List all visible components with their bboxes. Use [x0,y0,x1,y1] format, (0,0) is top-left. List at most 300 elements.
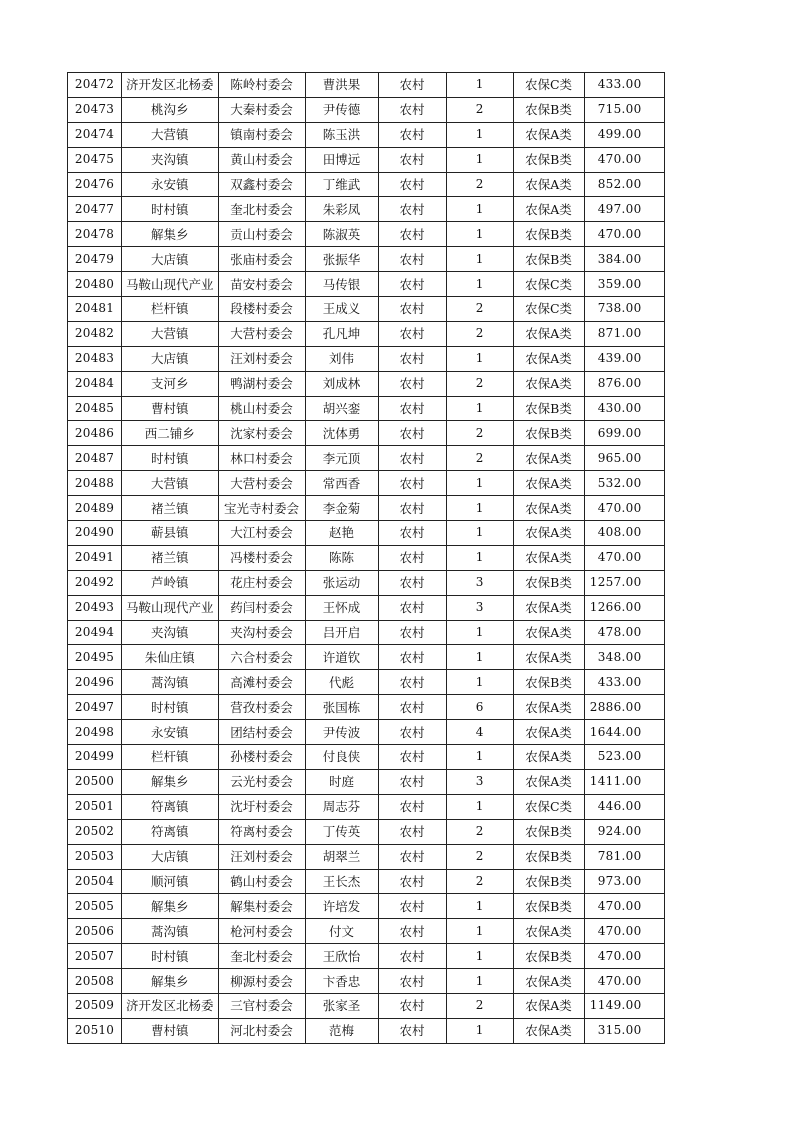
row-id-cell: 20478 [68,222,122,247]
town-cell: 时村镇 [122,446,219,471]
town-cell: 永安镇 [122,720,219,745]
table-row [68,894,665,919]
row-id-cell: 20501 [68,794,122,819]
town-cell: 褚兰镇 [122,496,219,521]
insurance-category-cell: 农保A类 [513,346,584,371]
name-cell: 王怀成 [305,595,378,620]
area-type-cell: 农村 [378,172,446,197]
town-cell: 蒿沟镇 [122,670,219,695]
row-id-cell: 20476 [68,172,122,197]
household-count-cell: 1 [446,496,513,521]
row-id-cell: 20496 [68,670,122,695]
name-cell: 张国栋 [305,695,378,720]
amount-cell: 433.00 [584,73,664,98]
village-cell: 枪河村委会 [218,919,305,944]
row-id-cell: 20487 [68,446,122,471]
area-type-cell: 农村 [378,371,446,396]
table-row [68,321,665,346]
row-id-cell: 20492 [68,570,122,595]
row-id-cell: 20491 [68,545,122,570]
amount-cell: 470.00 [584,222,664,247]
row-id-cell: 20500 [68,769,122,794]
household-count-cell: 1 [446,1018,513,1043]
village-cell: 孙楼村委会 [218,745,305,770]
area-type-cell: 农村 [378,321,446,346]
name-cell: 胡兴銮 [305,396,378,421]
area-type-cell: 农村 [378,745,446,770]
town-cell: 大店镇 [122,247,219,272]
village-cell: 花庄村委会 [218,570,305,595]
town-cell: 栏杆镇 [122,745,219,770]
table-row [68,1018,665,1043]
table-row [68,670,665,695]
name-cell: 赵艳 [305,521,378,546]
town-cell: 朱仙庄镇 [122,645,219,670]
insurance-category-cell: 农保A类 [513,720,584,745]
amount-cell: 781.00 [584,844,664,869]
amount-cell: 876.00 [584,371,664,396]
row-id-cell: 20502 [68,819,122,844]
household-count-cell: 1 [446,969,513,994]
insurance-category-cell: 农保A类 [513,919,584,944]
household-count-cell: 3 [446,595,513,620]
row-id-cell: 20480 [68,272,122,297]
name-cell: 马传银 [305,272,378,297]
household-count-cell: 2 [446,819,513,844]
household-count-cell: 1 [446,645,513,670]
row-id-cell: 20505 [68,894,122,919]
village-cell: 冯楼村委会 [218,545,305,570]
town-cell: 支河乡 [122,371,219,396]
town-cell: 桃沟乡 [122,97,219,122]
name-cell: 代彪 [305,670,378,695]
town-cell: 曹村镇 [122,1018,219,1043]
village-cell: 药闫村委会 [218,595,305,620]
household-count-cell: 1 [446,471,513,496]
amount-cell: 359.00 [584,272,664,297]
row-id-cell: 20485 [68,396,122,421]
household-count-cell: 2 [446,172,513,197]
name-cell: 李金菊 [305,496,378,521]
household-count-cell: 2 [446,97,513,122]
name-cell: 许道钦 [305,645,378,670]
town-cell: 大营镇 [122,122,219,147]
village-cell: 段楼村委会 [218,297,305,322]
table-row [68,197,665,222]
village-cell: 奎北村委会 [218,197,305,222]
village-cell: 奎北村委会 [218,944,305,969]
amount-cell: 499.00 [584,122,664,147]
data-table [67,72,665,1044]
insurance-category-cell: 农保B类 [513,222,584,247]
town-cell: 芦岭镇 [122,570,219,595]
household-count-cell: 2 [446,446,513,471]
table-row [68,172,665,197]
village-cell: 云光村委会 [218,769,305,794]
area-type-cell: 农村 [378,247,446,272]
table-row [68,297,665,322]
area-type-cell: 农村 [378,471,446,496]
area-type-cell: 农村 [378,396,446,421]
amount-cell: 738.00 [584,297,664,322]
name-cell: 曹洪果 [305,73,378,98]
table-row [68,446,665,471]
amount-cell: 973.00 [584,869,664,894]
village-cell: 宝光寺村委会 [218,496,305,521]
table-row [68,620,665,645]
area-type-cell: 农村 [378,944,446,969]
insurance-category-cell: 农保B类 [513,819,584,844]
area-type-cell: 农村 [378,645,446,670]
table-row [68,769,665,794]
area-type-cell: 农村 [378,197,446,222]
row-id-cell: 20508 [68,969,122,994]
household-count-cell: 4 [446,720,513,745]
household-count-cell: 2 [446,869,513,894]
amount-cell: 470.00 [584,919,664,944]
row-id-cell: 20482 [68,321,122,346]
area-type-cell: 农村 [378,769,446,794]
row-id-cell: 20481 [68,297,122,322]
area-type-cell: 农村 [378,819,446,844]
table-row [68,521,665,546]
household-count-cell: 3 [446,570,513,595]
amount-cell: 871.00 [584,321,664,346]
row-id-cell: 20493 [68,595,122,620]
area-type-cell: 农村 [378,620,446,645]
name-cell: 时庭 [305,769,378,794]
household-count-cell: 1 [446,197,513,222]
table-row [68,272,665,297]
amount-cell: 532.00 [584,471,664,496]
amount-cell: 924.00 [584,819,664,844]
name-cell: 陈淑英 [305,222,378,247]
amount-cell: 2886.00 [584,695,664,720]
town-cell: 济开发区北杨委 [122,73,219,98]
household-count-cell: 1 [446,794,513,819]
town-cell: 马鞍山现代产业 [122,272,219,297]
insurance-category-cell: 农保A类 [513,545,584,570]
area-type-cell: 农村 [378,869,446,894]
household-count-cell: 2 [446,371,513,396]
town-cell: 大店镇 [122,844,219,869]
household-count-cell: 1 [446,670,513,695]
area-type-cell: 农村 [378,73,446,98]
insurance-category-cell: 农保A类 [513,969,584,994]
village-cell: 双鑫村委会 [218,172,305,197]
name-cell: 刘成林 [305,371,378,396]
town-cell: 大营镇 [122,471,219,496]
household-count-cell: 1 [446,247,513,272]
table-row [68,222,665,247]
insurance-category-cell: 农保A类 [513,993,584,1018]
amount-cell: 1149.00 [584,993,664,1018]
amount-cell: 965.00 [584,446,664,471]
insurance-category-cell: 农保A类 [513,446,584,471]
table-row [68,969,665,994]
row-id-cell: 20509 [68,993,122,1018]
area-type-cell: 农村 [378,720,446,745]
household-count-cell: 1 [446,122,513,147]
area-type-cell: 农村 [378,794,446,819]
household-count-cell: 2 [446,421,513,446]
table-row [68,993,665,1018]
row-id-cell: 20495 [68,645,122,670]
amount-cell: 715.00 [584,97,664,122]
row-id-cell: 20489 [68,496,122,521]
amount-cell: 470.00 [584,496,664,521]
row-id-cell: 20506 [68,919,122,944]
village-cell: 苗安村委会 [218,272,305,297]
household-count-cell: 1 [446,222,513,247]
town-cell: 大店镇 [122,346,219,371]
table-row [68,720,665,745]
household-count-cell: 1 [446,894,513,919]
insurance-category-cell: 农保B类 [513,894,584,919]
village-cell: 张庙村委会 [218,247,305,272]
town-cell: 西二铺乡 [122,421,219,446]
insurance-category-cell: 农保C类 [513,73,584,98]
amount-cell: 384.00 [584,247,664,272]
table-row [68,545,665,570]
amount-cell: 699.00 [584,421,664,446]
area-type-cell: 农村 [378,122,446,147]
insurance-category-cell: 农保B类 [513,396,584,421]
household-count-cell: 1 [446,745,513,770]
village-cell: 符离村委会 [218,819,305,844]
amount-cell: 439.00 [584,346,664,371]
amount-cell: 315.00 [584,1018,664,1043]
row-id-cell: 20474 [68,122,122,147]
name-cell: 付文 [305,919,378,944]
name-cell: 朱彩凤 [305,197,378,222]
name-cell: 李元顶 [305,446,378,471]
name-cell: 王长杰 [305,869,378,894]
table-row [68,471,665,496]
town-cell: 大营镇 [122,321,219,346]
amount-cell: 1257.00 [584,570,664,595]
insurance-category-cell: 农保A类 [513,695,584,720]
table-row [68,869,665,894]
household-count-cell: 1 [446,919,513,944]
name-cell: 孔凡坤 [305,321,378,346]
village-cell: 沈圩村委会 [218,794,305,819]
row-id-cell: 20475 [68,147,122,172]
area-type-cell: 农村 [378,695,446,720]
town-cell: 解集乡 [122,894,219,919]
insurance-category-cell: 农保C类 [513,794,584,819]
village-cell: 大营村委会 [218,321,305,346]
area-type-cell: 农村 [378,570,446,595]
insurance-category-cell: 农保B类 [513,147,584,172]
amount-cell: 348.00 [584,645,664,670]
insurance-category-cell: 农保A类 [513,521,584,546]
town-cell: 褚兰镇 [122,545,219,570]
town-cell: 时村镇 [122,197,219,222]
amount-cell: 852.00 [584,172,664,197]
name-cell: 田博远 [305,147,378,172]
insurance-category-cell: 农保A类 [513,172,584,197]
insurance-category-cell: 农保A类 [513,620,584,645]
row-id-cell: 20494 [68,620,122,645]
area-type-cell: 农村 [378,496,446,521]
insurance-category-cell: 农保A类 [513,745,584,770]
village-cell: 团结村委会 [218,720,305,745]
table-row [68,595,665,620]
amount-cell: 470.00 [584,545,664,570]
insurance-category-cell: 农保A类 [513,595,584,620]
row-id-cell: 20479 [68,247,122,272]
name-cell: 范梅 [305,1018,378,1043]
row-id-cell: 20490 [68,521,122,546]
row-id-cell: 20499 [68,745,122,770]
name-cell: 王欣怡 [305,944,378,969]
village-cell: 桃山村委会 [218,396,305,421]
insurance-category-cell: 农保B类 [513,97,584,122]
table-row [68,122,665,147]
area-type-cell: 农村 [378,844,446,869]
town-cell: 解集乡 [122,769,219,794]
name-cell: 刘伟 [305,346,378,371]
insurance-category-cell: 农保B类 [513,869,584,894]
town-cell: 夹沟镇 [122,147,219,172]
town-cell: 永安镇 [122,172,219,197]
area-type-cell: 农村 [378,993,446,1018]
row-id-cell: 20507 [68,944,122,969]
table-row [68,844,665,869]
row-id-cell: 20488 [68,471,122,496]
town-cell: 曹村镇 [122,396,219,421]
household-count-cell: 1 [446,346,513,371]
name-cell: 陈陈 [305,545,378,570]
area-type-cell: 农村 [378,545,446,570]
row-id-cell: 20498 [68,720,122,745]
name-cell: 张振华 [305,247,378,272]
household-count-cell: 1 [446,396,513,421]
name-cell: 尹传德 [305,97,378,122]
table-row [68,247,665,272]
name-cell: 常西香 [305,471,378,496]
table-row [68,421,665,446]
village-cell: 汪刘村委会 [218,346,305,371]
town-cell: 解集乡 [122,222,219,247]
table-row [68,97,665,122]
table-row [68,147,665,172]
row-id-cell: 20497 [68,695,122,720]
table-row [68,745,665,770]
table-row [68,695,665,720]
area-type-cell: 农村 [378,894,446,919]
area-type-cell: 农村 [378,1018,446,1043]
table-row [68,346,665,371]
insurance-category-cell: 农保C类 [513,297,584,322]
area-type-cell: 农村 [378,272,446,297]
town-cell: 济开发区北杨委 [122,993,219,1018]
name-cell: 吕开启 [305,620,378,645]
amount-cell: 430.00 [584,396,664,421]
name-cell: 丁传英 [305,819,378,844]
area-type-cell: 农村 [378,969,446,994]
name-cell: 沈体勇 [305,421,378,446]
insurance-category-cell: 农保A类 [513,1018,584,1043]
insurance-category-cell: 农保A类 [513,471,584,496]
town-cell: 时村镇 [122,944,219,969]
amount-cell: 497.00 [584,197,664,222]
insurance-category-cell: 农保A类 [513,769,584,794]
amount-cell: 470.00 [584,894,664,919]
table-row [68,396,665,421]
name-cell: 陈玉洪 [305,122,378,147]
table-row [68,819,665,844]
table-body [68,73,665,1044]
town-cell: 栏杆镇 [122,297,219,322]
amount-cell: 1266.00 [584,595,664,620]
household-count-cell: 1 [446,521,513,546]
village-cell: 大江村委会 [218,521,305,546]
table-row [68,919,665,944]
town-cell: 蕲县镇 [122,521,219,546]
area-type-cell: 农村 [378,421,446,446]
name-cell: 周志芬 [305,794,378,819]
amount-cell: 446.00 [584,794,664,819]
insurance-category-cell: 农保B类 [513,944,584,969]
household-count-cell: 2 [446,297,513,322]
table-row [68,73,665,98]
name-cell: 丁维武 [305,172,378,197]
household-count-cell: 1 [446,620,513,645]
amount-cell: 408.00 [584,521,664,546]
insurance-category-cell: 农保B类 [513,844,584,869]
household-count-cell: 1 [446,272,513,297]
town-cell: 符离镇 [122,794,219,819]
town-cell: 夹沟镇 [122,620,219,645]
village-cell: 沈家村委会 [218,421,305,446]
table-row [68,944,665,969]
area-type-cell: 农村 [378,147,446,172]
village-cell: 三官村委会 [218,993,305,1018]
village-cell: 林口村委会 [218,446,305,471]
town-cell: 顺河镇 [122,869,219,894]
row-id-cell: 20510 [68,1018,122,1043]
household-count-cell: 2 [446,844,513,869]
town-cell: 解集乡 [122,969,219,994]
village-cell: 大秦村委会 [218,97,305,122]
amount-cell: 470.00 [584,147,664,172]
row-id-cell: 20477 [68,197,122,222]
household-count-cell: 2 [446,993,513,1018]
village-cell: 营孜村委会 [218,695,305,720]
area-type-cell: 农村 [378,346,446,371]
town-cell: 时村镇 [122,695,219,720]
name-cell: 胡翠兰 [305,844,378,869]
row-id-cell: 20483 [68,346,122,371]
row-id-cell: 20504 [68,869,122,894]
table-row [68,371,665,396]
village-cell: 夹沟村委会 [218,620,305,645]
row-id-cell: 20484 [68,371,122,396]
table-row [68,645,665,670]
insurance-category-cell: 农保A类 [513,197,584,222]
household-count-cell: 1 [446,73,513,98]
insurance-category-cell: 农保A类 [513,645,584,670]
amount-cell: 478.00 [584,620,664,645]
name-cell: 卞香忠 [305,969,378,994]
area-type-cell: 农村 [378,521,446,546]
town-cell: 符离镇 [122,819,219,844]
insurance-category-cell: 农保B类 [513,670,584,695]
household-count-cell: 1 [446,944,513,969]
table-row [68,570,665,595]
